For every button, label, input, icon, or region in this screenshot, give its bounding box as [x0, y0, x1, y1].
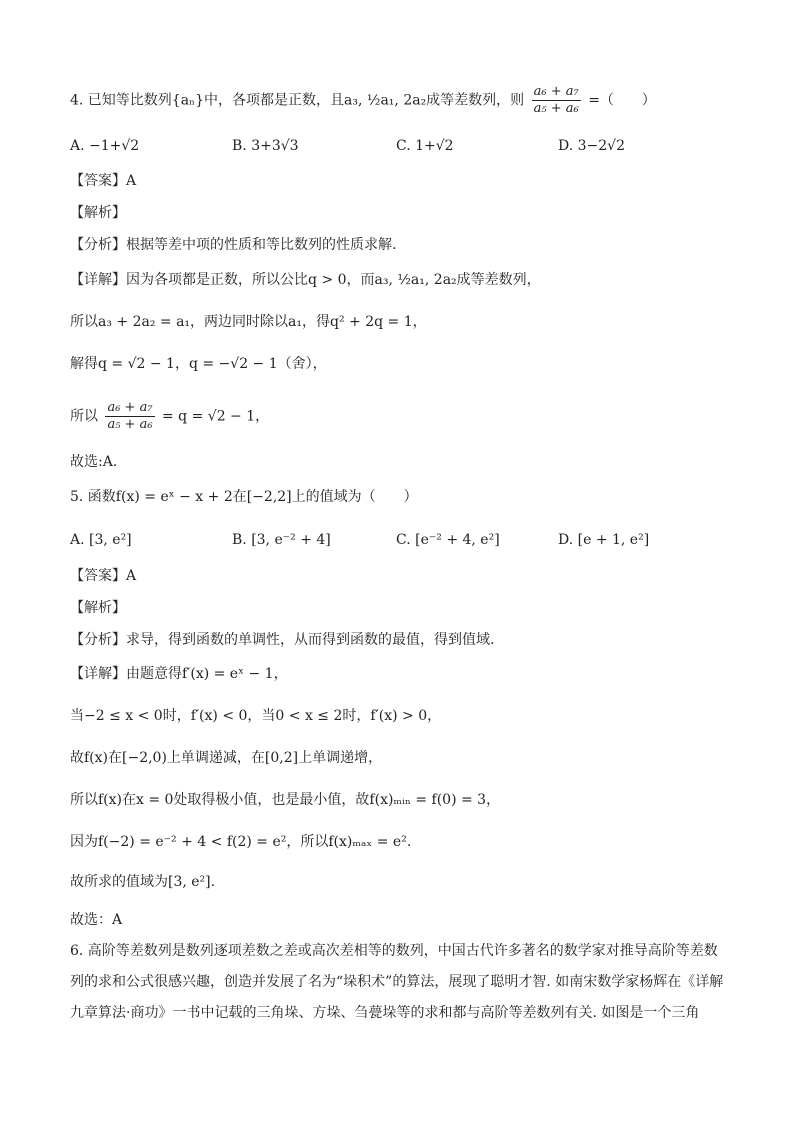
q4-detail-fraction-numerator: a₆ + a₇ — [107, 400, 153, 415]
q4-analysis-title: 【解析】 — [70, 205, 126, 221]
q5-analysis-title: 【解析】 — [70, 600, 126, 616]
q4-detail-4 — [70, 400, 269, 433]
q6-text: 6. 高阶等差数列是数列逐项差数之差或高次差相等的数列，中国古代许多著名的数学家对推导高阶等差数列的求和公式很感兴趣，创造并发展了名为“垛积术”的算法，展现了聪明才智. 如南宋数学家杨辉在《详解九章算法·商功》一书中记载的三角垛、方垛、刍甍垛等的求和都与高阶等差数列有关. 如图是一个三角 — [70, 943, 724, 1021]
q4-answer: 【答案】A — [70, 173, 137, 189]
q4-option-b: B. 3+3√3 — [232, 138, 299, 154]
q4-option-a: A. −1+√2 — [70, 138, 140, 154]
q4-detail-2: 所以a₃ + 2a₂ = a₁，两边同时除以a₁，得q² + 2q = 1， — [70, 314, 427, 330]
q4-fraction-denominator: a₅ + a₆ — [533, 101, 579, 116]
q4-analysis: 【分析】根据等差中项的性质和等比数列的性质求解. — [70, 237, 397, 253]
q4-stem — [70, 84, 656, 117]
q4-choose: 故选:A. — [70, 454, 118, 470]
q4-detail-1: 【详解】因为各项都是正数，所以公比q > 0，而a₃, ½a₁, 2a₂成等差数列， — [70, 272, 541, 288]
q4-detail-3: 解得q = √2 − 1，q = −√2 − 1（舍）， — [70, 356, 327, 372]
q4-fraction-numerator: a₆ + a₇ — [533, 84, 579, 99]
q5-options — [70, 530, 730, 554]
q5-option-b: B. [3, e⁻² + 4] — [232, 532, 331, 548]
q4-options — [70, 136, 730, 160]
q5-detail-4: 所以f(x)在x = 0处取得极小值，也是最小值，故f(x)ₘᵢₙ = f(0) = 3， — [70, 792, 501, 808]
q5-analysis: 【分析】求导，得到函数的单调性，从而得到函数的最值，得到值域. — [70, 632, 495, 648]
q4-fraction — [532, 84, 581, 117]
q4-stem-half: ½a₁, 2a₂成等差数列，则 — [366, 92, 525, 109]
q5-detail-5: 因为f(−2) = e⁻² + 4 < f(2) = e²，所以f(x)ₘₐₓ = e². — [70, 834, 412, 850]
q5-option-a: A. [3, e²] — [70, 532, 132, 548]
q4-detail-4-suffix: = q = √2 − 1， — [162, 408, 270, 425]
q5-option-c: C. [e⁻² + 4, e²] — [396, 532, 500, 548]
q5-stem: 5. 函数f(x) = eˣ − x + 2在[−2,2]上的值域为（ ） — [70, 489, 418, 505]
q4-option-c: C. 1+√2 — [396, 138, 454, 154]
q5-option-d: D. [e + 1, e²] — [558, 532, 650, 548]
q5-detail-6: 故所求的值域为[3, e²]. — [70, 874, 216, 890]
q5-detail-1: 【详解】由题意得f′(x) = eˣ − 1， — [70, 666, 288, 682]
q5-answer: 【答案】A — [70, 568, 137, 584]
q4-detail-fraction-denominator: a₅ + a₆ — [107, 417, 153, 432]
q4-stem-prefix: 4. 已知等比数列{aₙ}中，各项都是正数，且a₃, — [70, 92, 363, 109]
q4-detail-fraction — [105, 400, 154, 433]
q5-choose: 故选：A — [70, 912, 123, 928]
q5-detail-2: 当−2 ≤ x < 0时，f′(x) < 0，当0 < x ≤ 2时，f′(x) > 0， — [70, 708, 442, 724]
q4-stem-suffix: =（ ） — [588, 92, 656, 109]
q5-detail-3: 故f(x)在[−2,0)上单调递减，在[0,2]上单调递增， — [70, 750, 383, 766]
q4-option-d: D. 3−2√2 — [558, 138, 625, 154]
q4-detail-4-prefix: 所以 — [70, 408, 98, 425]
